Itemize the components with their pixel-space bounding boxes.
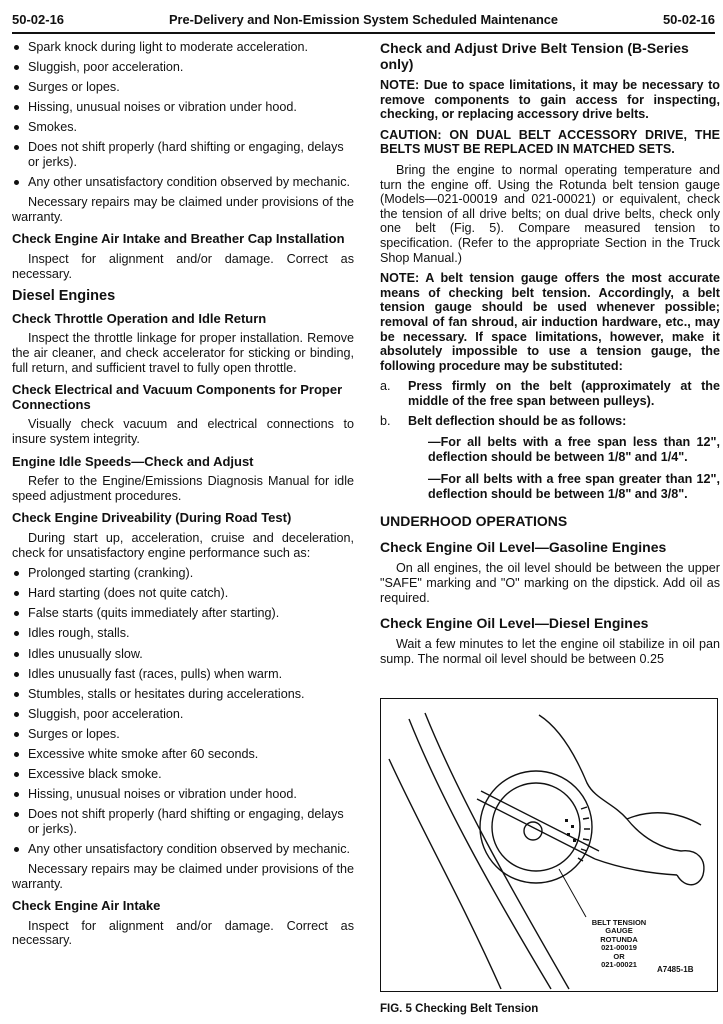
section-body: Inspect the throttle linkage for proper installation. Remove the air cleaner, and check accelerator for sticking or binding, full return, and sufficient travel to fully open throttle.	[12, 331, 354, 375]
page-header	[12, 6, 715, 34]
deflection-spec: —For all belts with a free span less than 12", deflection should be between 1/8" and 1/4".	[428, 435, 720, 464]
deflection-spec: —For all belts with a free span greater than 12", deflection should be between 1/8" and 3/8".	[428, 472, 720, 501]
list-item: Idles unusually fast (races, pulls) when warm.	[12, 667, 354, 682]
left-column	[12, 40, 354, 954]
list-item: Any other unsatisfactory condition observed by mechanic.	[12, 842, 354, 857]
list-item: Any other unsatisfactory condition observed by mechanic.	[12, 175, 354, 190]
page-number-right: 50-02-16	[662, 11, 715, 27]
note-paragraph: NOTE: Due to space limitations, it may be necessary to remove components to gain access for inspecting, checking, or replacing accessory drive belts.	[380, 78, 720, 122]
section-heading: Check Engine Oil Level—Gasoline Engines	[380, 539, 667, 556]
section-body: Wait a few minutes to let the engine oil stabilize in oil pan sump. The normal oil level should be between 0.25	[380, 637, 720, 666]
section-heading: Check Engine Air Intake	[12, 898, 161, 914]
callout-line: ROTUNDA	[600, 934, 638, 944]
right-column	[380, 40, 720, 672]
warranty-note: Necessary repairs may be claimed under provisions of the warranty.	[12, 862, 354, 891]
diesel-engines-heading: Diesel Engines	[12, 288, 116, 305]
list-item: Prolonged starting (cranking).	[12, 566, 354, 581]
section-body: Bring the engine to normal operating temperature and turn the engine off. Using the Rotunda belt tension gauge (Models—021-00019 and 021-00021) or equivalent, check the tension of all drive belts; on dual drive belts, check only one belt (Fig. 5). Compare measured tension to specification. (Refer to the appropriate Section in the Truck Shop Manual.)	[380, 162, 720, 265]
callout-line: GAUGE	[605, 926, 633, 936]
figure-code: A7485-1B	[657, 965, 694, 974]
list-item: Surges or lopes.	[12, 727, 354, 742]
gauge-callout	[581, 919, 657, 969]
symptom-list-top	[12, 40, 354, 190]
callout-line: 021-00019	[601, 943, 637, 953]
list-item: Hissing, unusual noises or vibration under hood.	[12, 100, 354, 115]
page-number-left: 50-02-16	[12, 11, 65, 27]
section-body: Refer to the Engine/Emissions Diagnosis Manual for idle speed adjustment procedures.	[12, 474, 354, 503]
figure-belt-tension	[380, 698, 718, 992]
procedure-step	[380, 379, 720, 408]
section-body: During start up, acceleration, cruise and deceleration, check for unsatisfactory engine performance such as:	[12, 530, 354, 560]
list-item: Hard starting (does not quite catch).	[12, 586, 354, 601]
page-title: Pre-Delivery and Non-Emission System Scheduled Maintenance	[169, 11, 558, 27]
callout-line: BELT TENSION	[591, 918, 647, 927]
section-heading: Check and Adjust Drive Belt Tension (B-Series only)	[380, 40, 689, 72]
procedure-step	[380, 414, 720, 429]
step-text: Press firmly on the belt (approximately at the middle of the free span between pulleys).	[408, 379, 720, 408]
section-body: Inspect for alignment and/or damage. Correct as necessary.	[12, 918, 354, 948]
list-item: Idles unusually slow.	[12, 647, 354, 662]
list-item: Idles rough, stalls.	[12, 626, 354, 641]
note-paragraph: NOTE: A belt tension gauge offers the most accurate means of checking belt tension. Accordingly, a belt tension gauge should be used whenever possible; removal of fan shroud, air induction hardware, etc., may be necessary. If space limitations, however, make it absolutely impossible to use a tension gauge, the following procedure may be substituted:	[380, 271, 720, 373]
list-item: Excessive white smoke after 60 seconds.	[12, 747, 354, 762]
step-marker: a.	[380, 379, 391, 394]
list-item: Sluggish, poor acceleration.	[12, 707, 354, 722]
list-item: Hissing, unusual noises or vibration under hood.	[12, 787, 354, 802]
symptom-list-diesel	[12, 566, 354, 856]
belt-tension-illustration	[381, 699, 717, 991]
section-body: Visually check vacuum and electrical connections to insure system integrity.	[12, 417, 354, 446]
section-body: On all engines, the oil level should be between the upper "SAFE" marking and "O" marking on the dipstick. Add oil as required.	[380, 561, 720, 605]
list-item: Smokes.	[12, 120, 354, 135]
section-heading: Check Throttle Operation and Idle Return	[12, 310, 267, 326]
section-heading: Check Engine Air Intake and Breather Cap Installation	[12, 231, 345, 247]
step-text: Belt deflection should be as follows:	[408, 414, 627, 429]
procedure-steps	[380, 379, 720, 429]
underhood-heading: UNDERHOOD OPERATIONS	[380, 513, 568, 530]
callout-line: OR	[613, 951, 625, 961]
callout-line: 021-00021	[601, 960, 637, 970]
list-item: Does not shift properly (hard shifting or engaging, delays or jerks).	[12, 807, 354, 836]
list-item: Spark knock during light to moderate acceleration.	[12, 40, 354, 55]
section-body: Inspect for alignment and/or damage. Correct as necessary.	[12, 252, 354, 281]
list-item: False starts (quits immediately after starting).	[12, 606, 354, 621]
section-heading: Engine Idle Speeds—Check and Adjust	[12, 453, 254, 469]
caution-paragraph: CAUTION: ON DUAL BELT ACCESSORY DRIVE, THE BELTS MUST BE REPLACED IN MATCHED SETS.	[380, 127, 720, 157]
list-item: Sluggish, poor acceleration.	[12, 60, 354, 75]
list-item: Excessive black smoke.	[12, 767, 354, 782]
list-item: Does not shift properly (hard shifting or engaging, delays or jerks).	[12, 140, 354, 169]
section-heading: Check Engine Oil Level—Diesel Engines	[380, 615, 649, 632]
figure-caption: FIG. 5 Checking Belt Tension	[380, 1003, 539, 1015]
step-marker: b.	[380, 414, 391, 429]
section-heading: Check Engine Driveability (During Road Test)	[12, 510, 292, 526]
section-heading: Check Electrical and Vacuum Components for Proper Connections	[12, 382, 343, 412]
warranty-note: Necessary repairs may be claimed under provisions of the warranty.	[12, 195, 354, 224]
list-item: Surges or lopes.	[12, 80, 354, 95]
list-item: Stumbles, stalls or hesitates during accelerations.	[12, 687, 354, 702]
